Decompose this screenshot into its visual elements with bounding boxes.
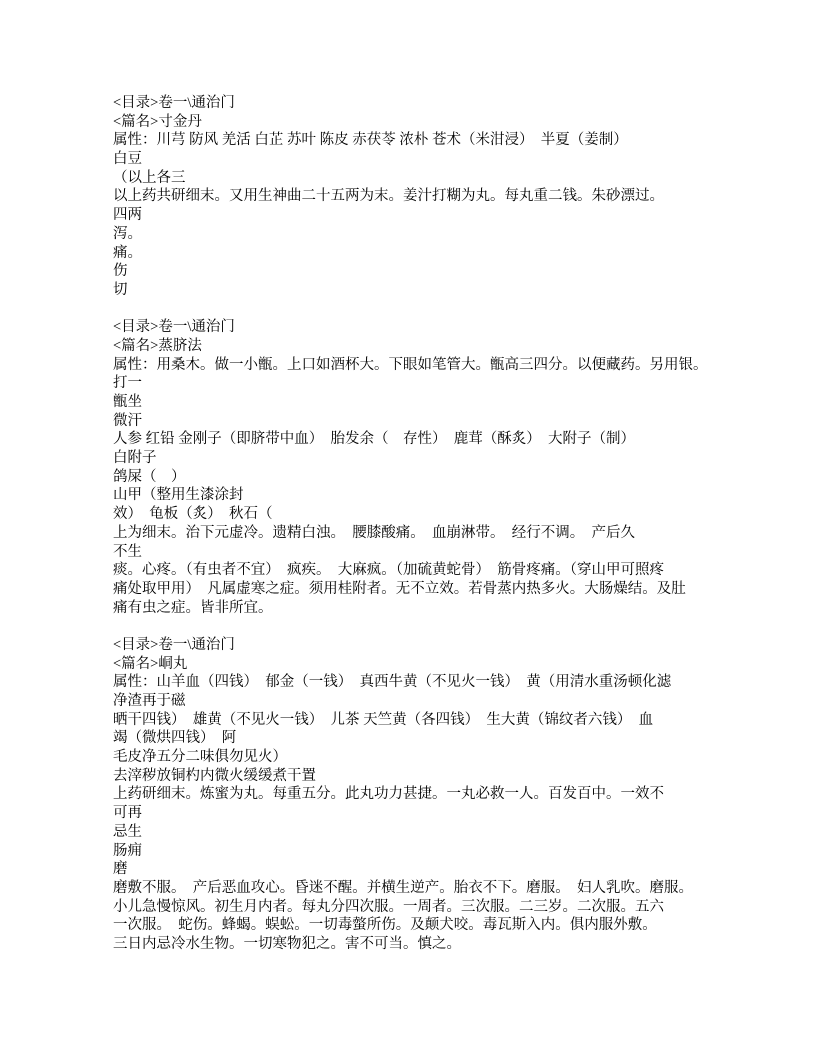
- text-line: 去滓秽放铜杓内微火缓缓煮干置: [113, 767, 316, 784]
- text-line: 甑坐: [113, 394, 142, 410]
- section-2: [113, 318, 726, 617]
- text-line: 伤: [113, 263, 128, 280]
- text-line: 肠痈: [113, 842, 142, 859]
- text-line: 不生: [113, 543, 142, 560]
- text-line: 效） 龟板（炙） 秋石（: [113, 506, 273, 523]
- section-3: [113, 636, 726, 954]
- text-line: 属性：山羊血（四钱） 郁金（一钱） 真西牛黄（不见火一钱） 黄（用清水重汤顿化滤: [113, 674, 672, 691]
- text-line: 鸽屎（ ）: [113, 468, 186, 485]
- text-line: 白豆: [113, 151, 142, 168]
- text-line: <目录>卷一\通治门: [113, 95, 235, 111]
- text-line: <目录>卷一\通治门: [113, 636, 235, 653]
- text-line: 一次服。 蛇伤。蜂蝎。蜈蚣。一切毒螫所伤。及颠犬咬。毒瓦斯入内。俱内服外敷。: [113, 917, 657, 934]
- text-line: 可再: [113, 805, 142, 822]
- text-line: 山甲（整用生漆涂封: [113, 487, 244, 504]
- text-line: 净渣再于磁: [113, 693, 186, 709]
- text-line: <篇名>峒丸: [113, 655, 188, 672]
- text-line: 以上药共研细末。又用生神曲二十五两为末。姜汁打糊为丸。每丸重二钱。朱砂漂过。: [113, 188, 664, 205]
- text-line: 痛有虫之症。皆非所宜。: [113, 599, 273, 616]
- text-line: 人参 红铅 金刚子（即脐带中血） 胎发余（ 存性） 鹿茸（酥炙） 大附子（制）: [113, 431, 635, 448]
- text-line: <篇名>寸金丹: [113, 113, 202, 130]
- text-line: 晒干四钱） 雄黄（不见火一钱） 儿茶 天竺黄（各四钱） 生大黄（锦纹者六钱） 血: [113, 711, 654, 728]
- text-line: 属性：川芎 防风 羌活 白芷 苏叶 陈皮 赤茯苓 浓朴 苍术（米泔浸） 半夏（姜制）: [113, 132, 628, 149]
- section-1: [113, 94, 726, 300]
- text-line: 忌生: [113, 823, 142, 840]
- text-line: 磨敷不服。 产后恶血攻心。昏迷不醒。并横生逆产。胎衣不下。磨服。 妇人乳吹。磨服。: [113, 879, 693, 896]
- text-line: 上为细末。治下元虚冷。遗精白浊。 腰膝酸痛。 血崩淋带。 经行不调。 产后久: [113, 524, 635, 541]
- text-line: 毛皮净五分二味俱勿见火）: [113, 749, 287, 766]
- text-line: 小儿急慢惊风。初生月内者。每丸分四次服。一周者。三次服。二三岁。二次服。五六: [113, 898, 664, 915]
- text-line: 上药研细末。炼蜜为丸。每重五分。此丸功力甚捷。一丸必救一人。百发百中。一效不: [113, 786, 664, 803]
- text-line: （以上各三: [113, 169, 186, 186]
- text-line: 切: [113, 281, 128, 298]
- text-line: 三日内忌冷水生物。一切寒物犯之。害不可当。慎之。: [113, 935, 461, 952]
- text-line: 竭（微烘四钱） 阿: [113, 730, 237, 747]
- text-line: 白附子: [113, 450, 157, 467]
- text-line: <篇名>蒸脐法: [113, 337, 202, 354]
- text-line: 属性：用桑木。做一小甑。上口如酒杯大。下眼如笔管大。甑高三四分。以便藏药。另用银。: [113, 356, 708, 373]
- text-line: 痰。心疼。（有虫者不宜） 疯疾。 大麻疯。（加硫黄蛇骨） 筋骨疼痛。（穿山甲可照疼: [113, 562, 664, 579]
- text-line: 痛处取甲用） 凡属虚寒之症。须用桂附者。无不立效。若骨蒸内热多火。大肠燥结。及肚: [113, 580, 686, 597]
- text-line: 泻。: [113, 225, 142, 242]
- text-line: 磨: [113, 861, 128, 878]
- text-line: 微汗: [113, 412, 142, 429]
- text-line: <目录>卷一\通治门: [113, 319, 235, 336]
- text-line: 四两: [113, 207, 142, 224]
- text-line: 打一: [113, 375, 142, 392]
- text-line: 痛。: [113, 244, 142, 261]
